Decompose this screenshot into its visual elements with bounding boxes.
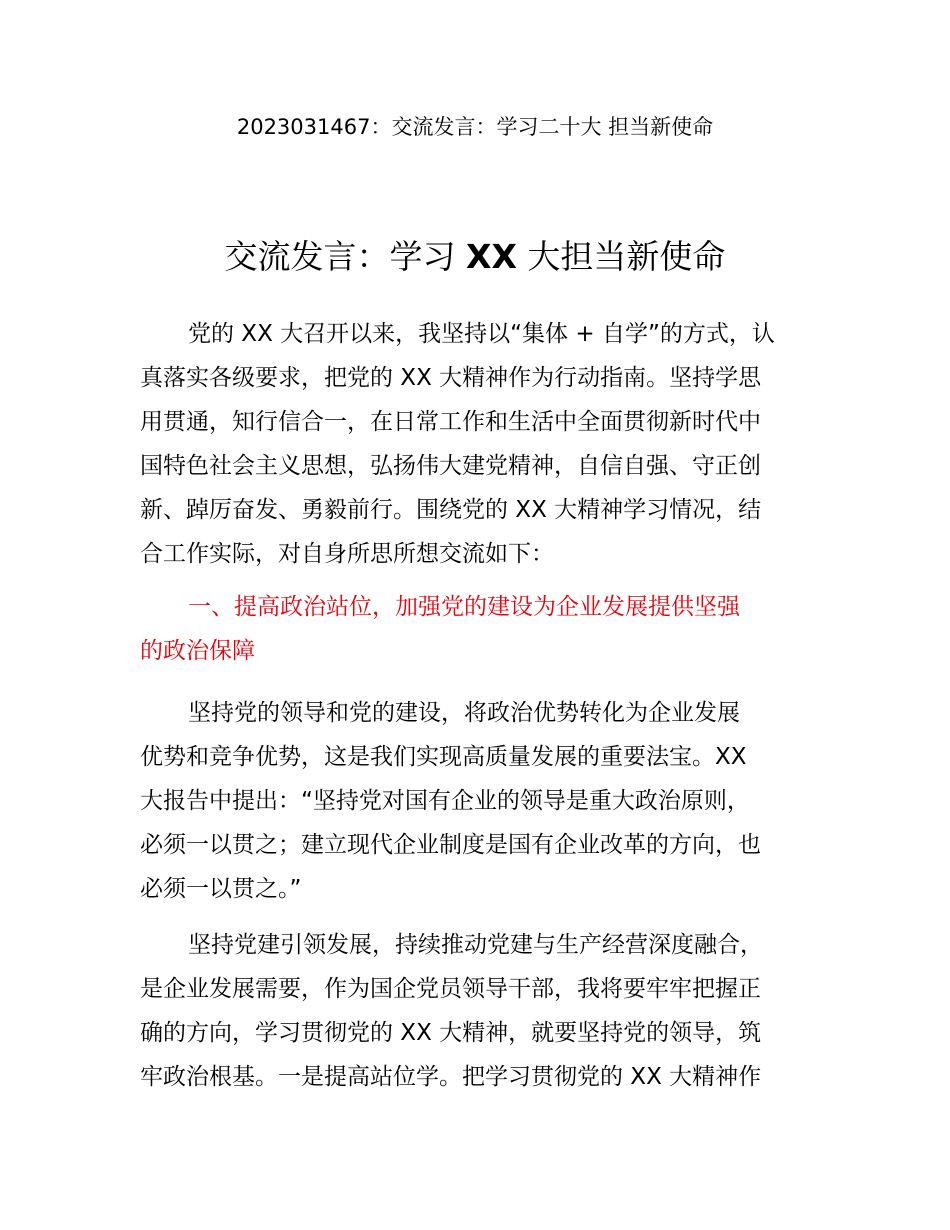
paragraph-line: 确的方向，学习贯彻党的 XX 大精神，就要坚持党的领导，筑 (140, 1020, 762, 1046)
heading-line: 的政治保障 (140, 638, 255, 664)
paragraph-line: 坚持党建引领发展，持续推动党建与生产经营深度融合， (188, 932, 763, 958)
paragraph-line: 党的 XX 大召开以来，我坚持以“集体 + 自学”的方式，认 (188, 321, 775, 347)
document-title (0, 234, 950, 280)
paragraph-line: 必须一以贯之；建立现代企业制度是国有企业改革的方向，也 (140, 832, 761, 858)
paragraph-line: 优势和竞争优势，这是我们实现高质量发展的重要法宝。XX (140, 744, 747, 770)
paragraph-line: 用贯通，知行信合一，在日常工作和生活中全面贯彻新时代中 (140, 409, 761, 435)
section-heading-1 (140, 585, 820, 673)
paragraph-line: 新、踔厉奋发、勇毅前行。围绕党的 XX 大精神学习情况，结 (140, 497, 762, 523)
paragraph-line: 是企业发展需要，作为国企党员领导干部，我将要牢牢把握正 (140, 976, 761, 1002)
paragraph-line: 合工作实际，对自身所思所想交流如下： (140, 541, 554, 567)
title-part-1: 交流发言：学习 (224, 237, 467, 276)
paragraph-party-building (140, 923, 820, 1099)
paragraph-intro (140, 312, 820, 576)
title-part-2: 大担当新使命 (516, 237, 726, 276)
paragraph-line: 必须一以贯之。” (140, 876, 302, 902)
paragraph-line: 真落实各级要求，把党的 XX 大精神作为行动指南。坚持学思 (140, 365, 762, 391)
paragraph-line: 坚持党的领导和党的建设，将政治优势转化为企业发展 (188, 700, 740, 726)
document-header: 2023031467：交流发言：学习二十大 担当新使命 (236, 115, 714, 139)
paragraph-leadership (140, 691, 820, 911)
paragraph-line: 国特色社会主义思想，弘扬伟大建党精神，自信自强、守正创 (140, 453, 761, 479)
title-part-bold: XX (466, 237, 517, 276)
heading-line: 一、提高政治站位，加强党的建设为企业发展提供坚强 (188, 594, 740, 620)
paragraph-line: 大报告中提出：“坚持党对国有企业的领导是重大政治原则， (140, 788, 750, 814)
paragraph-line: 牢政治根基。一是提高站位学。把学习贯彻党的 XX 大精神作 (140, 1064, 762, 1090)
